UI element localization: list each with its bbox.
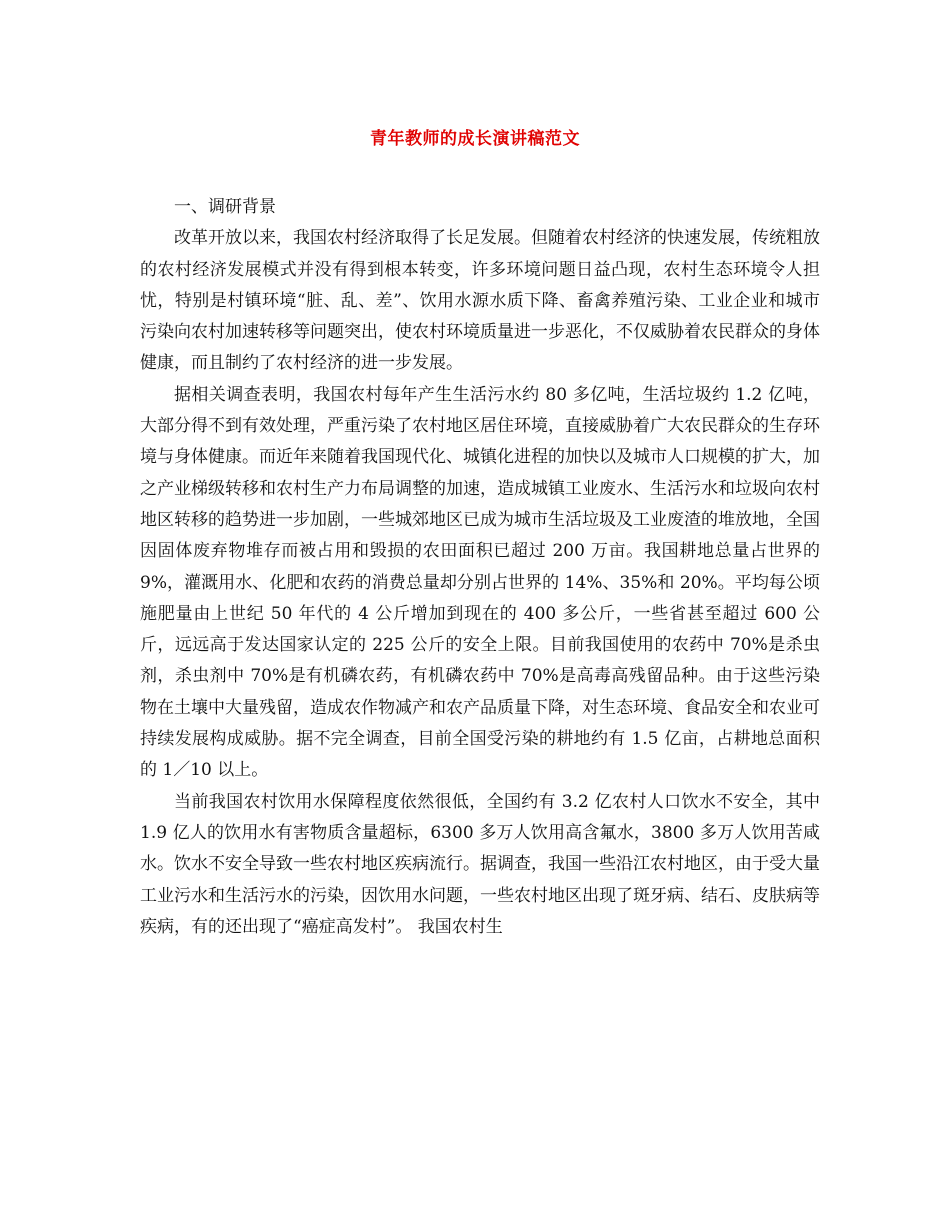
paragraph-2: 据相关调查表明，我国农村每年产生生活污水约 80 多亿吨，生活垃圾约 1.2 亿吨，大部分得不到有效处理，严重污染了农村地区居住环境，直接威胁着广大农民群众的生存环境与身体健康。而近年来随着我国现代化、城镇化进程的加快以及城市人口规模的扩大，加之产业梯级转移和农村生产力布局调整的加速，造成城镇工业废水、生活污水和垃圾向农村地区转移的趋势进一步加剧，一些城郊地区已成为城市生活垃圾及工业废渣的堆放地，全国因固体废弃物堆存而被占用和毁损的农田面积已超过 200 万亩。我国耕地总量占世界的 9%，灌溉用水、化肥和农药的消费总量却分别占世界的 14%、35%和 20%。平均每公顷施肥量由上世纪 50 年代的 4 公斤增加到现在的 400 多公斤，一些省甚至超过 600 公斤，远远高于发达国家认定的 225 公斤的安全上限。目前我国使用的农药中 70%是杀虫剂，杀虫剂中 70%是有机磷农药，有机磷农药中 70%是高毒高残留品种。由于这些污染物在土壤中大量残留，造成农作物减产和农产品质量下降，对生态环境、食品安全和农业可持续发展构成威胁。据不完全调查，目前全国受污染的耕地约有 1.5 亿亩，占耕地总面积的 1／10 以上。 <box>140 384 820 781</box>
section-heading: 一、调研背景 <box>174 197 276 217</box>
document-body <box>140 192 820 943</box>
paragraph-1: 改革开放以来，我国农村经济取得了长足发展。但随着农村经济的快速发展，传统粗放的农村经济发展模式并没有得到根本转变，许多环境问题日益凸现，农村生态环境令人担忧，特别是村镇环境“脏、乱、差”、饮用水源水质下降、畜禽养殖污染、工业企业和城市污染向农村加速转移等问题突出，使农村环境质量进一步恶化，不仅威胁着农民群众的身体健康，而且制约了农村经济的进一步发展。 <box>140 228 820 374</box>
document-title: 青年教师的成长演讲稿范文 <box>370 129 580 149</box>
paragraph-3: 当前我国农村饮用水保障程度依然很低，全国约有 3.2 亿农村人口饮水不安全，其中 1.9 亿人的饮用水有害物质含量超标，6300 多万人饮用高含氟水，3800 多万人饮用苦咸水。饮水不安全导致一些农村地区疾病流行。据调查，我国一些沿江农村地区，由于受大量工业污水和生活污水的污染，因饮用水问题，一些农村地区出现了斑牙病、结石、皮肤病等疾病，有的还出现了“癌症高发村”。 我国农村生 <box>140 791 820 937</box>
